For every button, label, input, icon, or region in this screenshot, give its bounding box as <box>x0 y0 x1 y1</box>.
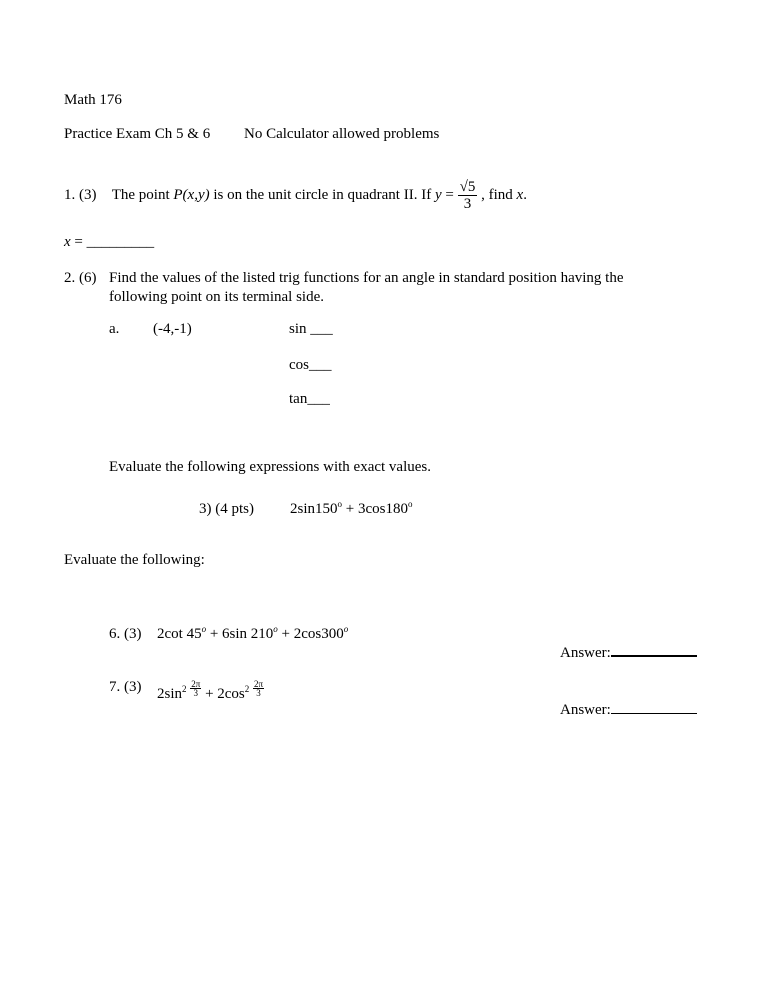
q6-answer-blank[interactable] <box>611 643 697 657</box>
q1-answer-var: x <box>64 234 71 250</box>
q1-text-before: The point <box>111 187 174 203</box>
exact-instruction: Evaluate the following expressions with exact values. <box>109 459 431 475</box>
q2-part-label: a. <box>109 321 120 337</box>
q2-cos-blank[interactable]: ___ <box>309 357 332 373</box>
q7-answer-blank[interactable] <box>611 701 697 714</box>
exam-note: No Calculator allowed problems <box>244 126 440 142</box>
q2-line2: following point on its terminal side. <box>109 289 324 305</box>
q6-expression <box>157 624 349 642</box>
question-1 <box>64 178 527 212</box>
q2-sin-blank[interactable]: ___ <box>306 321 333 337</box>
q1-period: . <box>523 187 527 203</box>
q7-frac-1-den: 3 <box>193 688 199 698</box>
q7-label: 7. (3) <box>109 679 142 695</box>
q7-expression <box>157 680 264 702</box>
q2-tan-label: tan <box>289 391 308 407</box>
exam-title: Practice Exam Ch 5 & 6 <box>64 126 211 142</box>
q3-term-1: 2sin150 <box>290 501 338 517</box>
q7-term-1: 2sin <box>157 686 183 702</box>
q1-point: P(x,y) <box>173 187 210 203</box>
q6-term-2: + 6sin 210 <box>206 626 274 642</box>
q6-term-1: 2cot 45 <box>157 626 202 642</box>
q1-answer-line <box>64 235 154 250</box>
q1-find-text: , find <box>481 187 517 203</box>
q7-answer <box>560 701 697 718</box>
q1-y-var: y <box>434 187 442 203</box>
q7-answer-label: Answer: <box>560 702 611 718</box>
course-title: Math 176 <box>64 92 122 108</box>
degree-mark: o <box>201 624 207 634</box>
q1-answer-eq: = <box>70 234 87 250</box>
q1-label: 1. (3) <box>64 187 97 203</box>
degree-mark: o <box>273 624 278 634</box>
q1-equals: = <box>441 187 458 203</box>
q6-term-3: + 2cos300 <box>277 626 344 642</box>
q1-radicand: 5 <box>467 179 476 196</box>
q7-power-1: 2 <box>182 684 187 694</box>
degree-mark: o <box>337 499 343 509</box>
q1-fraction <box>458 179 478 212</box>
q2-tan-row <box>289 392 330 407</box>
q1-find-var: x <box>516 187 524 203</box>
degree-mark: o <box>343 624 349 634</box>
q1-answer-blank[interactable]: _________ <box>86 234 155 250</box>
q7-frac-2-den: 3 <box>256 688 261 698</box>
q7-frac-2-num: 2π <box>254 679 264 689</box>
q1-text-after: is on the unit circle in quadrant II. If <box>209 187 435 203</box>
q7-frac-1-num: 2π <box>191 679 201 689</box>
q6-label: 6. (3) <box>109 626 142 642</box>
q2-tan-blank[interactable]: ___ <box>307 391 330 407</box>
q6-answer <box>560 643 697 661</box>
sqrt-symbol: √ <box>459 179 468 196</box>
q7-term-2: + 2cos <box>201 686 245 702</box>
q7-frac-1 <box>190 680 201 697</box>
q2-point: (-4,-1) <box>153 321 192 337</box>
q7-power-2: 2 <box>244 684 250 694</box>
degree-mark: o <box>407 499 413 509</box>
q2-sin-label: sin <box>289 321 307 337</box>
q2-line1: Find the values of the listed trig functions for an angle in standard position having the <box>109 270 624 286</box>
q7-frac-2 <box>253 680 264 697</box>
q2-cos-label: cos <box>289 357 309 373</box>
q3-label: 3) (4 pts) <box>199 501 254 517</box>
q6-answer-label: Answer: <box>560 645 611 661</box>
q2-cos-row <box>289 358 332 373</box>
q3-expression <box>290 499 413 517</box>
eval-instruction: Evaluate the following: <box>64 552 205 568</box>
q2-label: 2. (6) <box>64 270 97 286</box>
q1-equation <box>434 179 481 213</box>
q3-term-2: + 3cos180 <box>342 501 408 517</box>
q1-denominator: 3 <box>463 196 472 213</box>
q2-sin-row <box>289 322 333 337</box>
